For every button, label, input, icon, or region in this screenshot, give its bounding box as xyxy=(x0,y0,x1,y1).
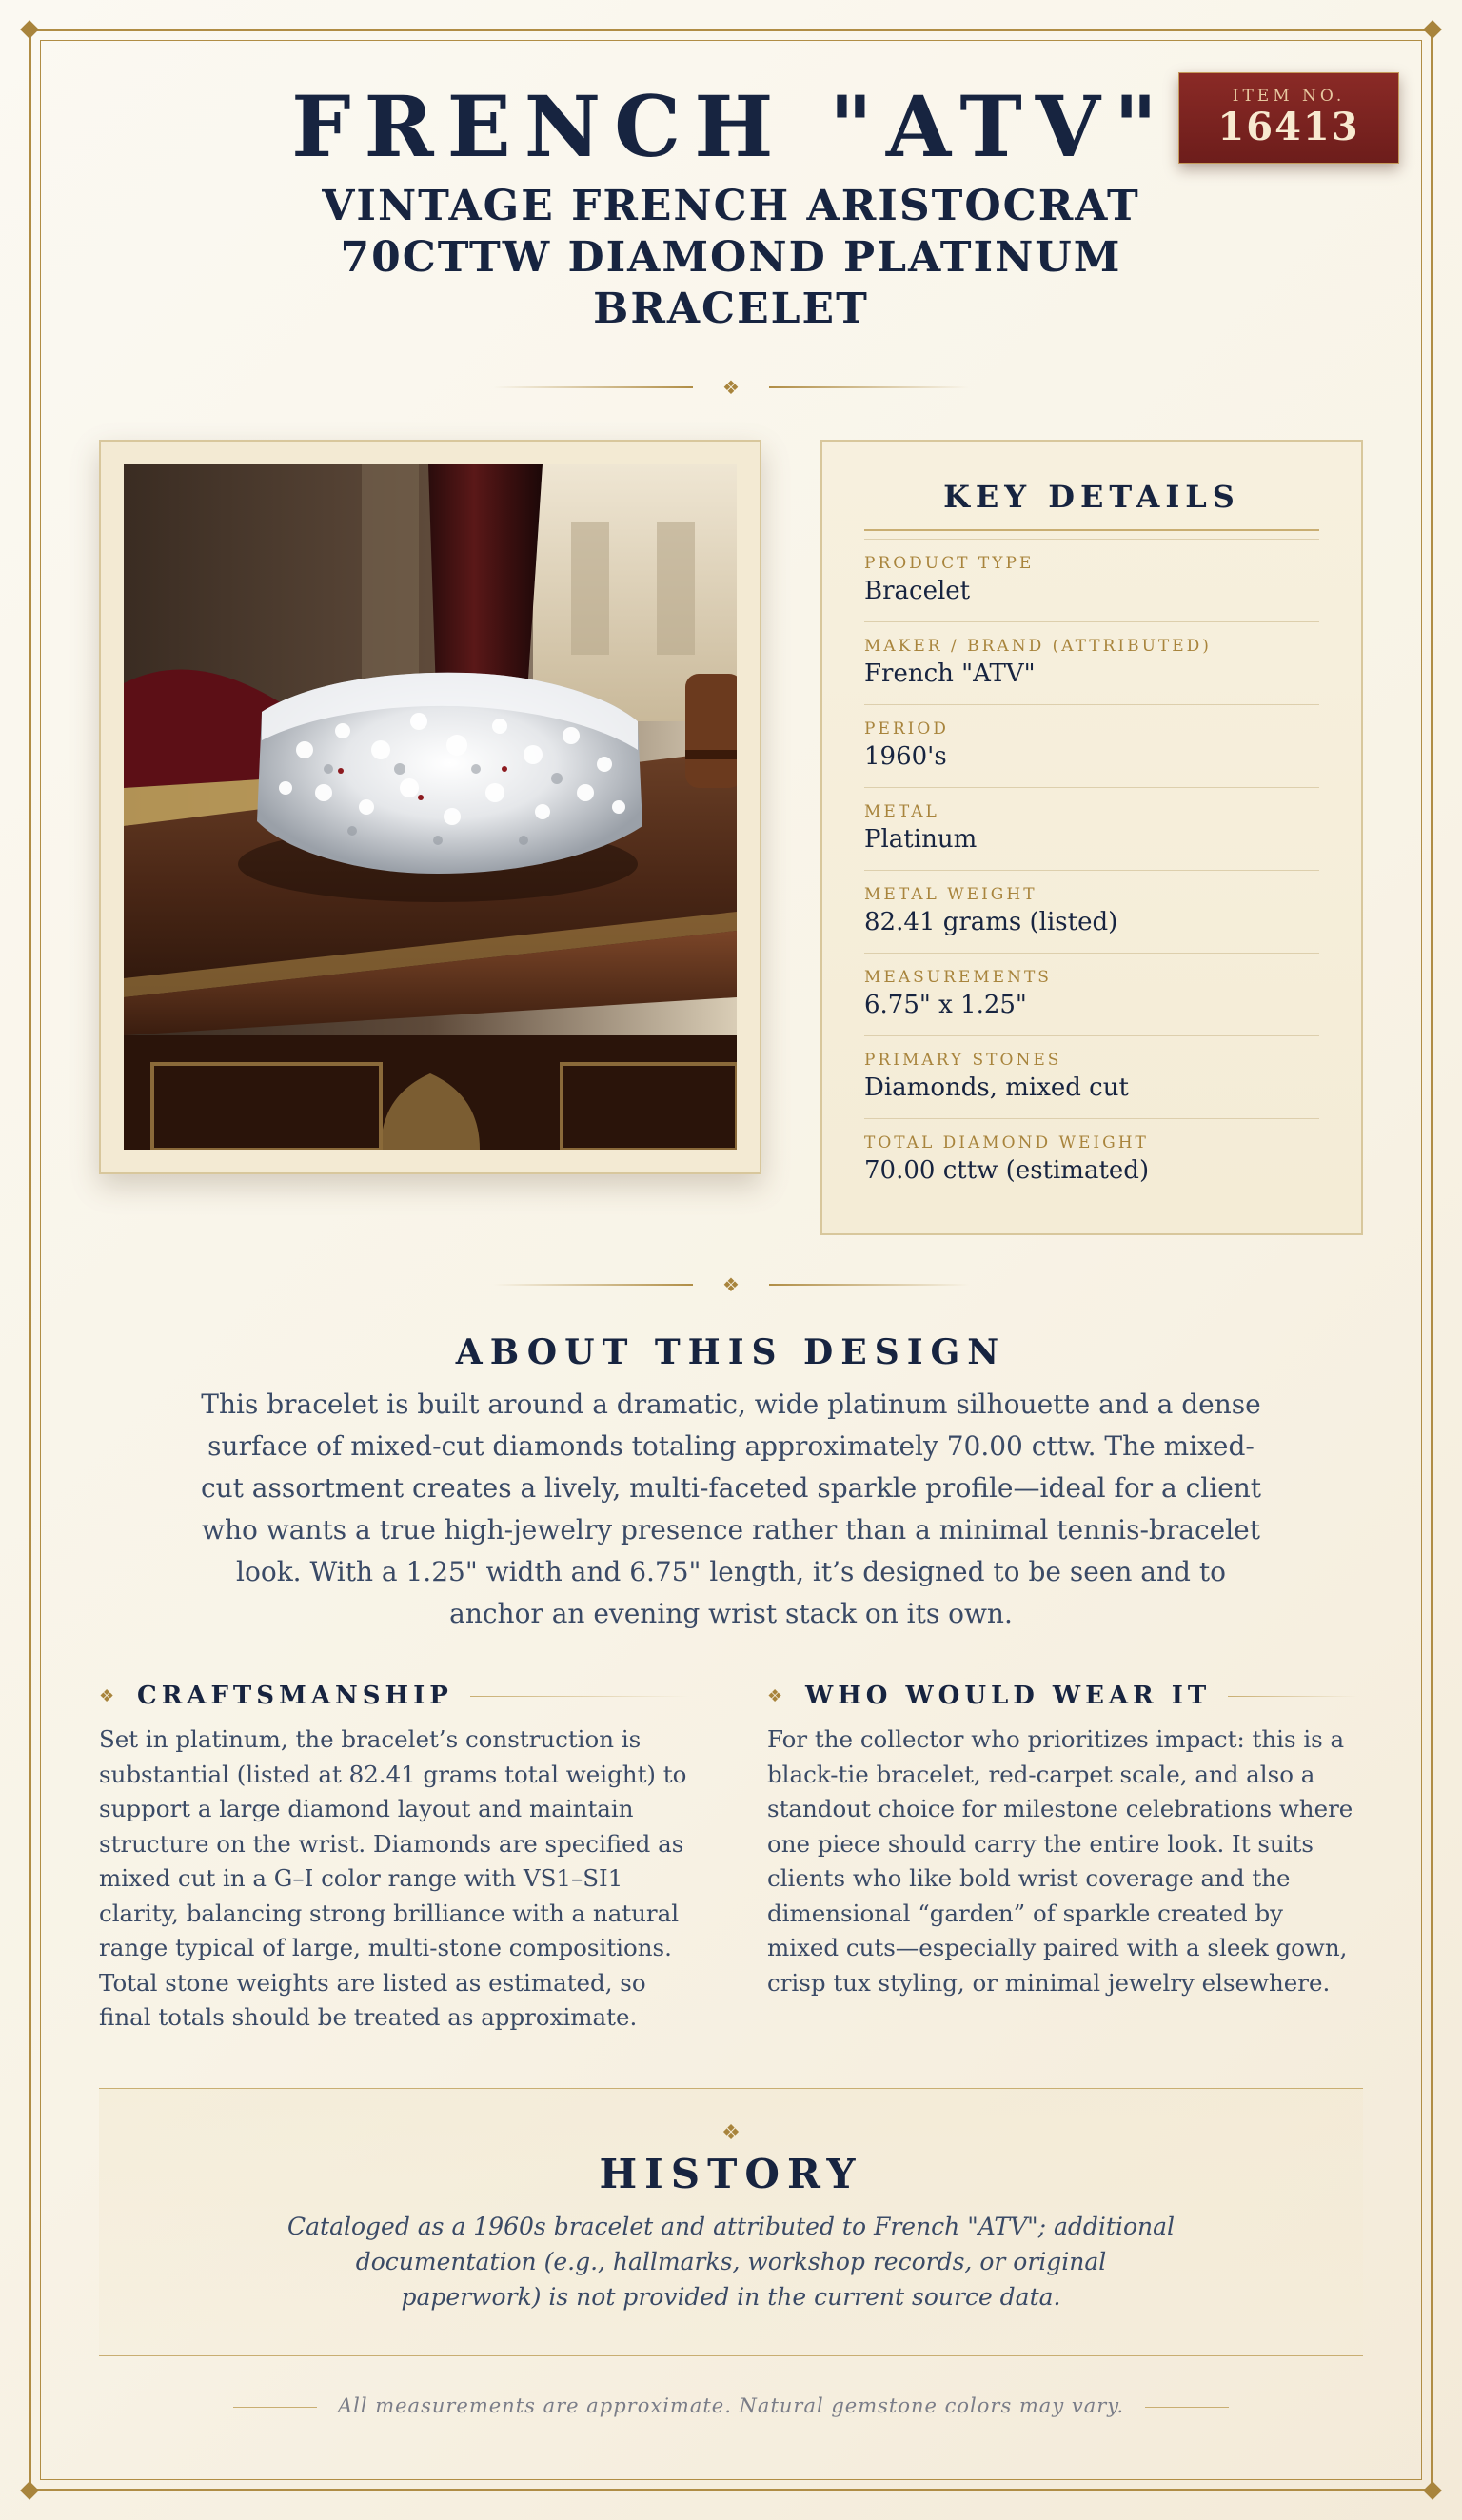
diamond-bullet-icon: ❖ xyxy=(767,1685,783,1706)
detail-label: PRODUCT TYPE xyxy=(864,554,1035,573)
detail-row-product-type xyxy=(864,539,1319,621)
divider xyxy=(0,373,1462,402)
diamond-bullet-icon: ❖ xyxy=(99,1685,115,1706)
diamond-ornament-icon: ❖ xyxy=(721,2121,741,2145)
who-would-wear-section xyxy=(767,1677,1357,2000)
item-number-value: 16413 xyxy=(1217,105,1360,149)
history-section xyxy=(99,2088,1363,2356)
product-photo-frame xyxy=(99,440,761,1174)
detail-value: Platinum xyxy=(864,825,978,854)
detail-row-metal-weight xyxy=(864,870,1319,953)
history-text: Cataloged as a 1960s bracelet and attributed to French "ATV"; additional documentation (e.g., hallmarks, workshop records, or original paperwork) is not provided in the current source data. xyxy=(286,2213,1176,2311)
detail-label: MEASUREMENTS xyxy=(864,968,1052,987)
section-rule xyxy=(470,1696,689,1697)
detail-label: PRIMARY STONES xyxy=(864,1051,1062,1070)
detail-row-period xyxy=(864,704,1319,787)
bracelet-image xyxy=(124,464,737,1150)
page-title: FRENCH "ATV" xyxy=(291,77,1171,176)
item-number-badge xyxy=(1178,72,1399,164)
item-number-label: ITEM NO. xyxy=(1232,87,1346,106)
detail-value: French "ATV" xyxy=(864,660,1036,688)
detail-label: PERIOD xyxy=(864,719,949,738)
about-title: ABOUT THIS DESIGN xyxy=(455,1332,1007,1372)
craftsmanship-section xyxy=(99,1677,689,2036)
section-rule xyxy=(1228,1696,1357,1697)
detail-row-maker xyxy=(864,621,1319,704)
diamond-ornament-icon: ❖ xyxy=(722,1273,740,1296)
who-would-wear-text: For the collector who prioritizes impact: this is a black-tie bracelet, red-carpet scale, and also a standout choice for milestone celebrations where one piece should carry the entire look. It suits clients who like bold wrist coverage and the dimensional “garden” of sparkle created by mixed cuts—especially paired with a sleek gown, crisp tux styling, or minimal jewelry elsewhere. xyxy=(767,1725,1353,1997)
history-title: HISTORY xyxy=(599,2151,863,2197)
detail-label: METAL WEIGHT xyxy=(864,885,1037,904)
page-subtitle: VINTAGE FRENCH ARISTOCRAT 70CTTW DIAMOND PLATINUM BRACELET xyxy=(322,182,1140,333)
detail-value: 82.41 grams (listed) xyxy=(864,908,1118,936)
detail-value: Bracelet xyxy=(864,577,971,605)
craftsmanship-title: CRAFTSMANSHIP xyxy=(137,1682,453,1710)
detail-row-metal xyxy=(864,787,1319,870)
diamond-ornament-icon: ❖ xyxy=(722,376,740,399)
craftsmanship-text: Set in platinum, the bracelet’s construction is substantial (listed at 82.41 grams total weight) to support a large diamond layout and maintain structure on the wrist. Diamonds are specified as mixed cut in a G–I color range with VS1–SI1 clarity, balancing strong brilliance with a natural range typical of large, multi-stone compositions. Total stone weights are listed as estimated, so final totals should be treated as approximate. xyxy=(99,1725,687,2031)
detail-label: MAKER / BRAND (ATTRIBUTED) xyxy=(864,637,1212,656)
detail-row-primary-stones xyxy=(864,1035,1319,1118)
detail-value: 6.75" x 1.25" xyxy=(864,991,1027,1019)
detail-value: 70.00 cttw (estimated) xyxy=(864,1156,1150,1185)
detail-label: METAL xyxy=(864,802,939,821)
key-details-title: KEY DETAILS xyxy=(864,478,1319,531)
who-would-wear-title: WHO WOULD WEAR IT xyxy=(805,1682,1212,1710)
detail-row-total-diamond-weight xyxy=(864,1118,1319,1201)
product-photo xyxy=(124,464,737,1150)
detail-value: 1960's xyxy=(864,742,947,771)
key-details-panel xyxy=(820,440,1363,1235)
detail-label: TOTAL DIAMOND WEIGHT xyxy=(864,1133,1149,1152)
footer-note xyxy=(0,2394,1462,2417)
detail-value: Diamonds, mixed cut xyxy=(864,1073,1129,1102)
footer-text: All measurements are approximate. Natural gemstone colors may vary. xyxy=(337,2394,1125,2417)
divider xyxy=(0,1270,1462,1299)
about-text: This bracelet is built around a dramatic, wide platinum silhouette and a dense surface of mixed-cut diamonds totaling approximately 70.00 cttw. The mixed-cut assortment creates a lively, multi-faceted sparkle profile—ideal for a client who wants a true high-jewelry presence rather than a minimal tennis-bracelet look. With a 1.25" width and 6.75" length, it’s designed to be seen and to anchor an evening wrist stack on its own. xyxy=(200,1388,1262,1629)
detail-row-measurements xyxy=(864,953,1319,1035)
